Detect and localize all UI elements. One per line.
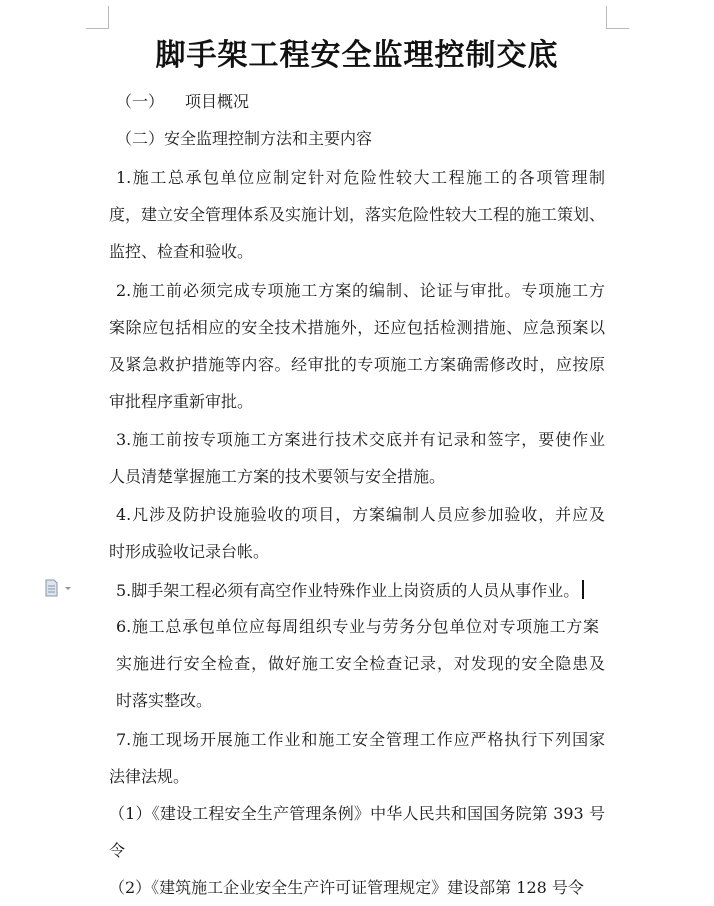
- paragraph-line[interactable]: 3.施工前按专项施工方案进行技术交底并有记录和签字，要使作业: [116, 430, 605, 449]
- section-heading-1[interactable]: 项目概况: [185, 92, 250, 111]
- crop-mark-top-left: [86, 6, 109, 29]
- text-cursor: [582, 580, 584, 599]
- paragraph-line[interactable]: 法律法规。: [109, 767, 190, 786]
- paragraph-line[interactable]: 时落实整改。: [116, 691, 213, 710]
- section-heading-2[interactable]: （二）安全监理控制方法和主要内容: [116, 129, 373, 148]
- crop-mark-top-right: [606, 6, 629, 29]
- section-number-1[interactable]: （一）: [116, 92, 165, 111]
- regulation-item-continuation[interactable]: 令: [109, 841, 126, 860]
- document-title[interactable]: 脚手架工程安全监理控制交底: [155, 38, 559, 73]
- paragraph-line[interactable]: 案除应包括相应的安全技术措施外，还应包括检测措施、应急预案以: [109, 318, 605, 337]
- paragraph-line[interactable]: 实施进行安全检查，做好施工安全检查记录，对发现的安全隐患及: [116, 654, 605, 673]
- regulation-item[interactable]: （2）《建筑施工企业安全生产许可证管理规定》建设部第 128 号令: [109, 878, 584, 897]
- paragraph-line[interactable]: 人员清楚掌握施工方案的技术要领与安全措施。: [109, 467, 446, 486]
- paragraph-line[interactable]: 1.施工总承包单位应制定针对危险性较大工程施工的各项管理制: [116, 168, 605, 187]
- paragraph-line[interactable]: 监控、检查和验收。: [109, 242, 254, 261]
- paragraph-line[interactable]: 时形成验收记录台帐。: [109, 542, 270, 561]
- paragraph-line[interactable]: 度，建立安全管理体系及实施计划，落实危险性较大工程的施工策划、: [109, 205, 606, 224]
- regulation-item[interactable]: （1）《建设工程安全生产管理条例》中华人民共和国国务院第 393 号: [109, 804, 605, 823]
- paragraph-line[interactable]: 2.施工前必须完成专项施工方案的编制、论证与审批。专项施工方: [116, 281, 605, 300]
- paragraph-line[interactable]: 审批程序重新审批。: [109, 392, 254, 411]
- paragraph-line-with-cursor[interactable]: [116, 580, 584, 601]
- paragraph-line[interactable]: 7.施工现场开展施工作业和施工安全管理工作应严格执行下列国家: [116, 730, 605, 749]
- paragraph-options-icon[interactable]: [44, 579, 74, 597]
- paragraph-line[interactable]: 6.施工总承包单位应每周组织专业与劳务分包单位对专项施工方案: [116, 617, 599, 636]
- paragraph-line[interactable]: 及紧急救护措施等内容。经审批的专项施工方案确需修改时，应按原: [109, 355, 605, 374]
- paragraph-line-text[interactable]: 5.脚手架工程必须有高空作业特殊作业上岗资质的人员从事作业。: [116, 581, 580, 600]
- paragraph-line[interactable]: 4.凡涉及防护设施验收的项目，方案编制人员应参加验收，并应及: [116, 505, 605, 524]
